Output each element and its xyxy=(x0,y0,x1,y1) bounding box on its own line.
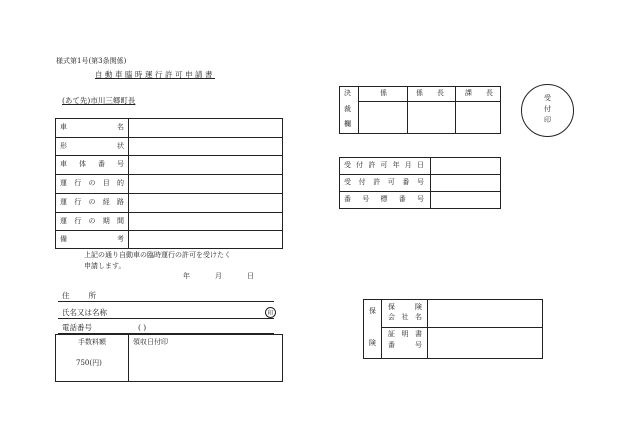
reception-stamp-char3: 印 xyxy=(544,116,551,124)
insurance-side-1: 保 xyxy=(369,307,376,315)
fee-amount: 750(円) xyxy=(76,359,102,367)
permit-row-label: 受 付 許 可 番 号 xyxy=(344,178,424,186)
form-number: 様式第1号(第3条関係) xyxy=(56,57,127,65)
vehicle-row-label: 形 状 xyxy=(60,141,124,150)
vehicle-row-label: 運 行 の 目 的 xyxy=(60,179,124,188)
phone-parens: ( ) xyxy=(138,323,147,332)
vehicle-row-divider xyxy=(56,137,282,138)
insurance-cert-line2: 番 号 xyxy=(388,341,422,349)
vehicle-row-divider xyxy=(56,174,282,175)
insurance-cert-line1: 証 明 書 xyxy=(388,330,422,338)
approval-col-manager: 課 長 xyxy=(465,89,493,97)
vehicle-row-label: 運 行 の 経 路 xyxy=(60,197,124,206)
reception-stamp-char2: 付 xyxy=(544,105,551,113)
vehicle-row-divider xyxy=(56,212,282,213)
request-text-line1: 上記の通り自動車の臨時運行の許可を受けたく xyxy=(84,251,231,259)
insurance-side-2: 険 xyxy=(369,339,376,347)
address-label: 住 所 xyxy=(62,291,96,300)
request-text-line2: 申請します。 xyxy=(84,262,126,270)
addressee: (あて先)市川三郷町長 xyxy=(62,96,136,105)
date-day-label: 日 xyxy=(247,272,254,280)
vehicle-row-label: 備 考 xyxy=(60,235,124,244)
date-month-label: 月 xyxy=(215,272,222,280)
permit-row-label: 番 号 標 番 号 xyxy=(344,195,424,203)
approval-col-clerk: 係 xyxy=(380,89,387,97)
insurance-company-line1: 保 険 xyxy=(388,303,422,311)
vehicle-row-label: 運 行 の 期 間 xyxy=(60,216,124,225)
vehicle-row-divider xyxy=(56,230,282,231)
phone-label: 電話番号 xyxy=(62,323,92,332)
permit-row-label: 受 付 許 可 年 月 日 xyxy=(344,161,424,169)
seal-mark: 印 xyxy=(265,307,276,318)
approval-side-3: 欄 xyxy=(344,120,351,128)
approval-col-chief: 係 長 xyxy=(416,89,444,97)
address-line xyxy=(58,301,274,302)
vehicle-row-label: 車 名 xyxy=(60,123,124,131)
vehicle-row-divider xyxy=(56,155,282,156)
name-label: 氏名又は名称 xyxy=(62,308,107,317)
vehicle-row-label: 車 体 番 号 xyxy=(60,160,124,169)
fee-label: 手数料額 xyxy=(78,338,106,346)
reception-stamp-char1: 受 xyxy=(544,94,551,102)
date-year-label: 年 xyxy=(183,272,190,280)
insurance-company-line2: 会 社 名 xyxy=(388,313,422,321)
name-line xyxy=(58,318,274,319)
vehicle-row-divider xyxy=(56,193,282,194)
approval-side-2: 裁 xyxy=(344,105,351,113)
approval-side-1: 決 xyxy=(344,89,351,97)
form-title: 自動車臨時運行許可申請書 xyxy=(95,70,215,79)
receipt-stamp-label: 領収日付印 xyxy=(133,338,168,346)
